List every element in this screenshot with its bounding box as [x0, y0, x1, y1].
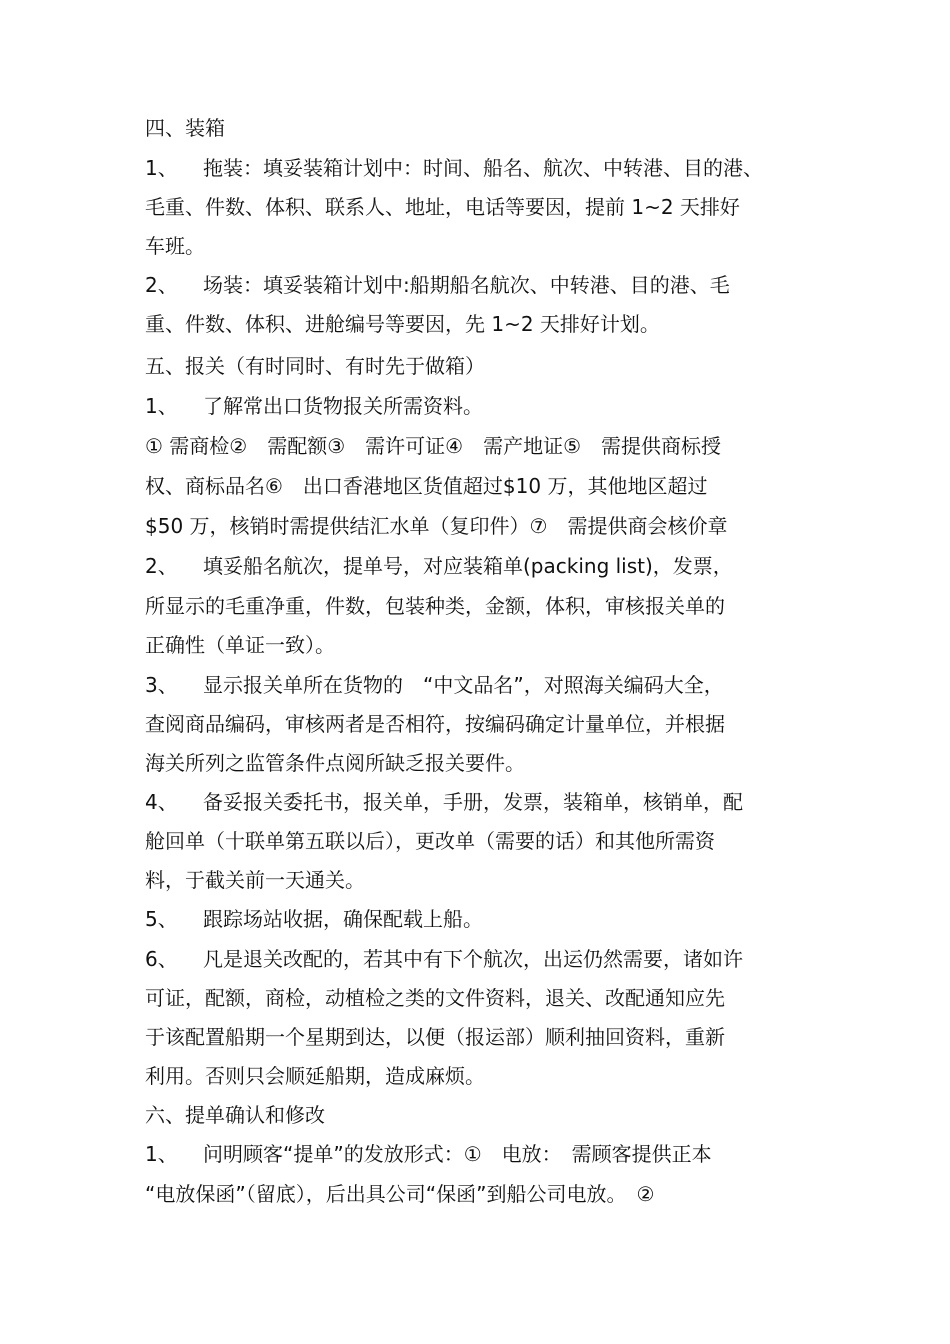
customs-item-6-line-3: 于该配置船期一个星期到达，以便（报运部）顺利抽回资料，重新: [145, 1025, 725, 1049]
paragraph-text: 备妥报关委托书，报关单，手册，发票，装箱单，核销单，配: [203, 790, 743, 814]
paragraph-text: 拖装：填妥装箱计划中：时间、船名、航次、中转港、目的港、: [203, 156, 763, 180]
paragraph-text: 显示报关单所在货物的 “中文品名”，对照海关编码大全，: [203, 673, 724, 697]
customs-item-4-line-1: [145, 788, 930, 816]
customs-item-6-line-2: 可证，配额，商检，动植检之类的文件资料，退关、改配通知应先: [145, 986, 725, 1010]
customs-list-line-2: 权、商标品名⑥ 出口香港地区货值超过$10 万，其他地区超过: [145, 474, 708, 498]
section-heading-packing: 四、装箱: [145, 116, 225, 140]
packing-item-1-line-1: [145, 154, 930, 182]
customs-item-6-line-1: [145, 945, 930, 973]
item-number: 3、: [145, 673, 178, 697]
item-number: 4、: [145, 790, 178, 814]
bol-item-1-line-2: “电放保函”（留底），后出具公司“保函”到船公司电放。 ②: [145, 1182, 655, 1206]
packing-item-2-line-1: [145, 271, 930, 299]
section-heading-bill-of-lading: 六、提单确认和修改: [145, 1103, 325, 1127]
paragraph-text: 跟踪场站收据，确保配载上船。: [203, 907, 483, 931]
packing-item-1-line-2: 毛重、件数、体积、联系人、地址，电话等要因，提前 1~2 天排好: [145, 195, 740, 219]
paragraph-text: 了解常出口货物报关所需资料。: [203, 394, 483, 418]
customs-item-3-line-1: [145, 671, 930, 699]
paragraph-text: 场装：填妥装箱计划中:船期船名航次、中转港、目的港、毛: [203, 273, 730, 297]
customs-item-4-line-3: 料，于截关前一天通关。: [145, 868, 365, 892]
paragraph-text: 凡是退关改配的，若其中有下个航次，出运仍然需要，诸如许: [203, 947, 743, 971]
item-number: 1、: [145, 1142, 178, 1166]
packing-item-2-line-2: 重、件数、体积、进舱编号等要因，先 1~2 天排好计划。: [145, 312, 660, 336]
customs-list-line-3: $50 万，核销时需提供结汇水单（复印件）⑦ 需提供商会核价章: [145, 514, 728, 538]
customs-item-1-line-1: [145, 392, 930, 420]
item-number: 1、: [145, 394, 178, 418]
customs-item-2-line-1: [145, 552, 930, 580]
customs-item-5-line-1: [145, 905, 930, 933]
paragraph-text: 问明顾客“提单”的发放形式：① 电放： 需顾客提供正本: [203, 1142, 712, 1166]
packing-item-1-line-3: 车班。: [145, 234, 205, 258]
customs-item-3-line-3: 海关所列之监管条件点阅所缺乏报关要件。: [145, 751, 525, 775]
item-number: 6、: [145, 947, 178, 971]
customs-item-3-line-2: 查阅商品编码，审核两者是否相符，按编码确定计量单位，并根据: [145, 712, 725, 736]
section-heading-customs: 五、报关（有时同时、有时先于做箱）: [145, 354, 485, 378]
item-number: 5、: [145, 907, 178, 931]
item-number: 2、: [145, 554, 178, 578]
item-number: 2、: [145, 273, 178, 297]
customs-list-line-1: ① 需商检② 需配额③ 需许可证④ 需产地证⑤ 需提供商标授: [145, 434, 722, 458]
paragraph-text: 填妥船名航次，提单号，对应装箱单(packing list)，发票，: [203, 554, 733, 578]
customs-item-6-line-4: 利用。否则只会顺延船期，造成麻烦。: [145, 1064, 485, 1088]
bol-item-1-line-1: [145, 1140, 930, 1168]
customs-item-2-line-2: 所显示的毛重净重，件数，包装种类，金额，体积，审核报关单的: [145, 594, 725, 618]
customs-item-4-line-2: 舱回单（十联单第五联以后），更改单（需要的话）和其他所需资: [145, 829, 715, 853]
customs-item-2-line-3: 正确性（单证一致）。: [145, 633, 335, 657]
item-number: 1、: [145, 156, 178, 180]
